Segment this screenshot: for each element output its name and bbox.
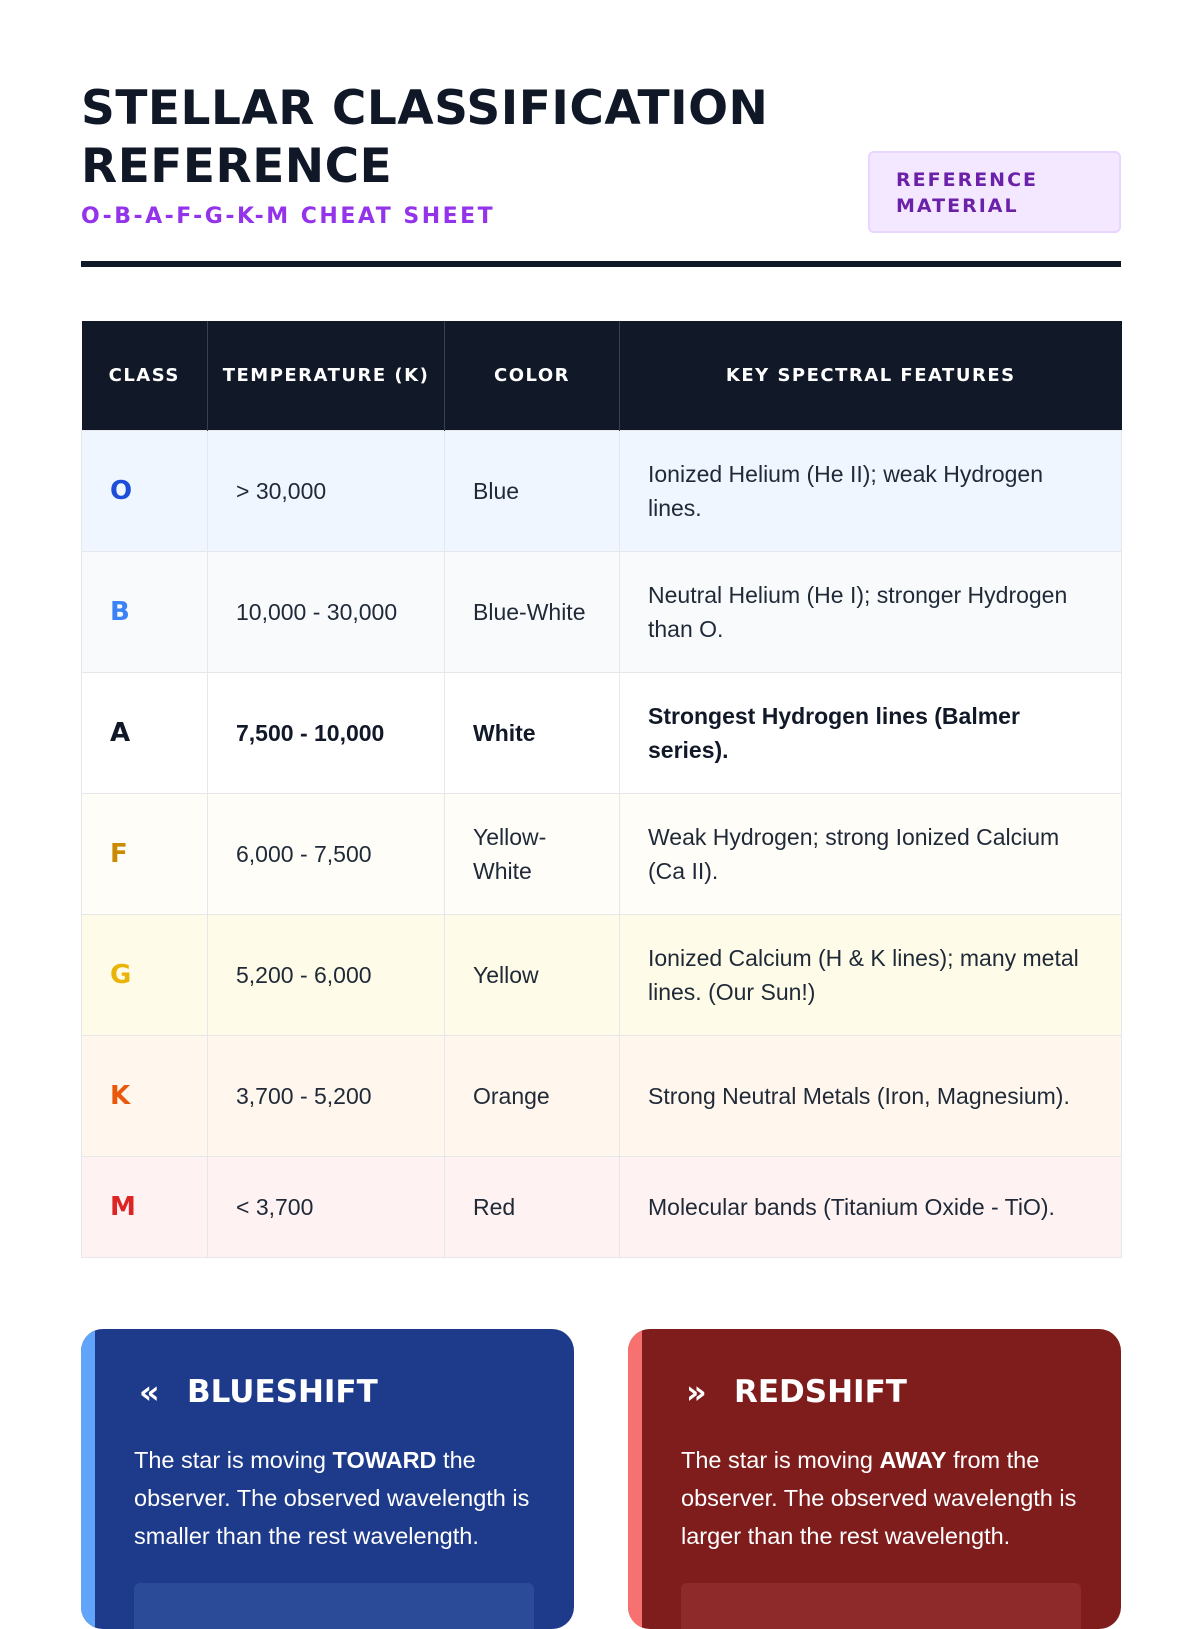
redshift-text-after: from the observer. The observed wavelength is larger than the rest wavelength. bbox=[681, 1447, 1077, 1549]
redshift-text-before: The star is moving bbox=[681, 1447, 880, 1473]
features-cell: Neutral Helium (He I); stronger Hydrogen than O. bbox=[620, 552, 1122, 673]
redshift-emphasis: AWAY bbox=[879, 1447, 947, 1473]
redshift-title: REDSHIFT bbox=[734, 1374, 907, 1410]
redshift-inner-panel bbox=[681, 1583, 1081, 1629]
temperature-cell: 10,000 - 30,000 bbox=[208, 552, 445, 673]
redshift-description bbox=[681, 1441, 1091, 1555]
table-row bbox=[82, 915, 1122, 1036]
page-title: STELLAR CLASSIFICATION REFERENCE bbox=[81, 81, 769, 194]
table-row bbox=[82, 673, 1122, 794]
blueshift-heading bbox=[139, 1373, 378, 1411]
table-row bbox=[82, 1036, 1122, 1157]
redshift-card bbox=[628, 1329, 1121, 1629]
color-cell: Yellow-White bbox=[445, 794, 620, 915]
redshift-heading bbox=[686, 1373, 907, 1411]
double-chevron-right-icon: » bbox=[686, 1373, 707, 1411]
color-cell: Blue-White bbox=[445, 552, 620, 673]
column-header-class: CLASS bbox=[82, 321, 208, 431]
table-header-row bbox=[82, 321, 1122, 431]
double-chevron-left-icon: « bbox=[139, 1373, 160, 1411]
reference-badge: REFERENCE MATERIAL bbox=[868, 151, 1121, 233]
column-header-temperature: TEMPERATURE (K) bbox=[208, 321, 445, 431]
temperature-cell: 3,700 - 5,200 bbox=[208, 1036, 445, 1157]
blueshift-description bbox=[134, 1441, 544, 1555]
class-cell: A bbox=[82, 673, 208, 794]
blueshift-inner-panel bbox=[134, 1583, 534, 1629]
features-cell: Molecular bands (Titanium Oxide - TiO). bbox=[620, 1157, 1122, 1258]
temperature-cell: < 3,700 bbox=[208, 1157, 445, 1258]
table-row bbox=[82, 552, 1122, 673]
class-cell: G bbox=[82, 915, 208, 1036]
blueshift-accent-bar bbox=[81, 1329, 95, 1629]
features-cell: Weak Hydrogen; strong Ionized Calcium (Ca II). bbox=[620, 794, 1122, 915]
class-cell: B bbox=[82, 552, 208, 673]
page-subtitle: O-B-A-F-G-K-M CHEAT SHEET bbox=[81, 204, 496, 229]
class-cell: M bbox=[82, 1157, 208, 1258]
table-row bbox=[82, 1157, 1122, 1258]
column-header-features: KEY SPECTRAL FEATURES bbox=[620, 321, 1122, 431]
color-cell: Blue bbox=[445, 431, 620, 552]
blueshift-card bbox=[81, 1329, 574, 1629]
color-cell: Red bbox=[445, 1157, 620, 1258]
temperature-cell: 7,500 - 10,000 bbox=[208, 673, 445, 794]
color-cell: White bbox=[445, 673, 620, 794]
cheat-sheet-page bbox=[81, 0, 1121, 1549]
page-header bbox=[81, 0, 1121, 268]
redshift-accent-bar bbox=[628, 1329, 642, 1629]
table-row bbox=[82, 794, 1122, 915]
features-cell: Ionized Calcium (H & K lines); many metal lines. (Our Sun!) bbox=[620, 915, 1122, 1036]
class-cell: K bbox=[82, 1036, 208, 1157]
blueshift-emphasis: TOWARD bbox=[332, 1447, 437, 1473]
header-divider bbox=[81, 261, 1121, 267]
class-cell: O bbox=[82, 431, 208, 552]
blueshift-title: BLUESHIFT bbox=[187, 1374, 378, 1410]
table-row bbox=[82, 431, 1122, 552]
temperature-cell: > 30,000 bbox=[208, 431, 445, 552]
features-cell: Ionized Helium (He II); weak Hydrogen lines. bbox=[620, 431, 1122, 552]
classification-table bbox=[81, 321, 1122, 1258]
color-cell: Yellow bbox=[445, 915, 620, 1036]
color-cell: Orange bbox=[445, 1036, 620, 1157]
temperature-cell: 5,200 - 6,000 bbox=[208, 915, 445, 1036]
features-cell: Strongest Hydrogen lines (Balmer series). bbox=[620, 673, 1122, 794]
temperature-cell: 6,000 - 7,500 bbox=[208, 794, 445, 915]
class-cell: F bbox=[82, 794, 208, 915]
blueshift-text-before: The star is moving bbox=[134, 1447, 333, 1473]
features-cell: Strong Neutral Metals (Iron, Magnesium). bbox=[620, 1036, 1122, 1157]
blueshift-text-after: the observer. The observed wavelength is smaller than the rest wavelength. bbox=[134, 1447, 530, 1549]
column-header-color: COLOR bbox=[445, 321, 620, 431]
